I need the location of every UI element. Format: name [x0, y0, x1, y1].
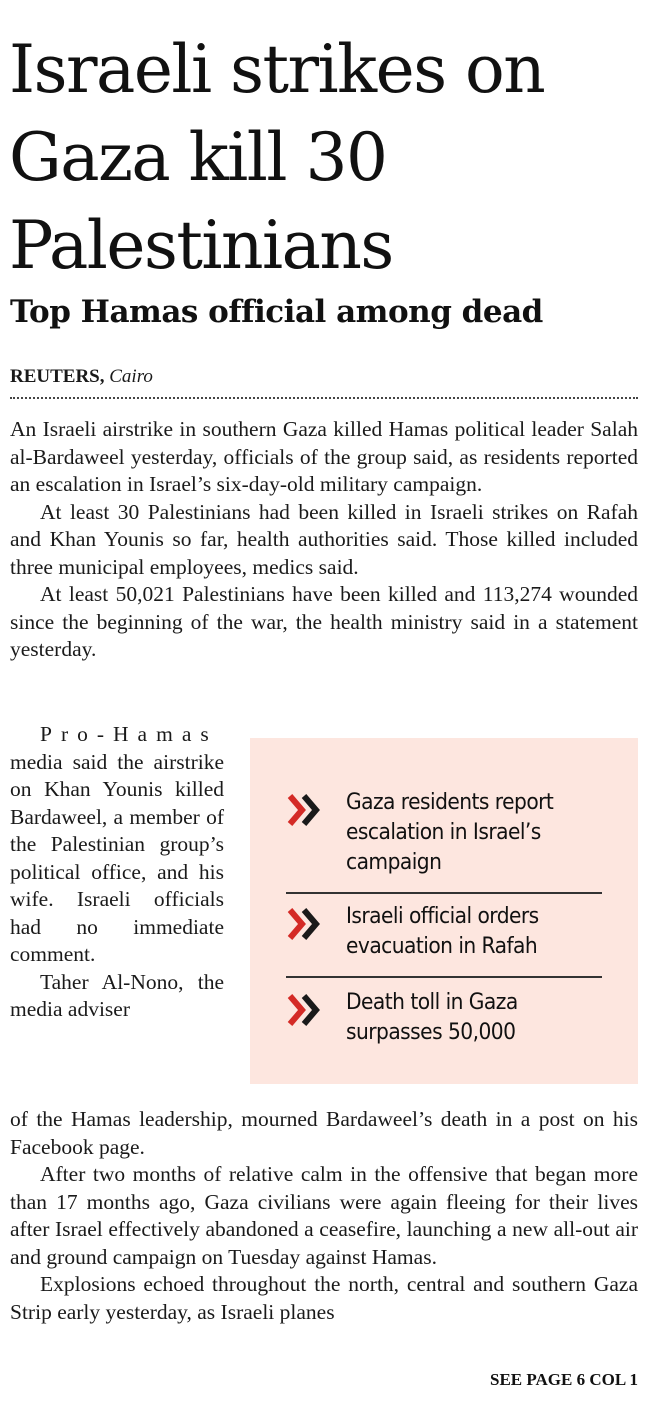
highlight-divider	[286, 976, 602, 978]
double-chevron-icon	[286, 902, 330, 946]
paragraph-2: At least 30 Palestinians had been killed in Israeli strikes on Rafah and Khan Younis so far, health authorities said. Those killed included three municipal employees, medics said.	[10, 499, 638, 579]
dotted-divider	[10, 397, 638, 399]
highlight-item	[286, 902, 602, 962]
byline-agency: REUTERS,	[10, 366, 105, 387]
paragraph-1: An Israeli airstrike in southern Gaza killed Hamas political leader Salah al-Bardaweel yesterday, officials of the group said, as residents reported an escalation in Israel’s six-day-old military campaign.	[10, 417, 638, 496]
subheadline: Top Hamas official among dead	[10, 294, 543, 330]
paragraph-4-start: Pro-Hamas	[40, 722, 218, 746]
paragraph-3: At least 50,021 Palestinians have been killed and 113,274 wounded since the beginning of the war, the health ministry said in a statement yesterday.	[10, 582, 638, 661]
double-chevron-icon	[286, 788, 330, 832]
paragraph-7: Explosions echoed throughout the north, central and southern Gaza Strip early yesterday, as Israeli planes	[10, 1272, 638, 1324]
headline: Israeli strikes on Gaza kill 30 Palestinians	[9, 31, 545, 284]
double-chevron-icon	[286, 988, 330, 1032]
paragraph-5-start: Taher Al-Nono, the media adviser	[10, 969, 224, 1021]
continuation-line: SEE PAGE 6 COL 1	[490, 1370, 638, 1389]
highlight-text: Death toll in Gaza surpasses 50,000	[346, 990, 518, 1045]
paragraph-5-cont: of the Hamas leadership, mourned Bardaweel’s death in a post on his Facebook page.	[10, 1107, 638, 1159]
highlight-item	[286, 788, 602, 878]
paragraph-4-cont: media said the airstrike on Khan Younis killed Bardaweel, a member of the Palestinian group’s political office, and his wife. Israeli officials had no immediate comment.	[10, 749, 224, 966]
byline-city: Cairo	[109, 366, 153, 387]
highlight-text: Gaza residents report escalation in Israel’s campaign	[346, 790, 554, 875]
lower-paragraphs	[10, 1106, 638, 1326]
lead-paragraphs	[10, 416, 638, 664]
highlights-box	[250, 738, 638, 1084]
highlight-divider	[286, 892, 602, 894]
narrow-column	[10, 721, 224, 1024]
highlight-text: Israeli official orders evacuation in Rafah	[346, 904, 539, 959]
byline	[10, 365, 153, 389]
paragraph-6: After two months of relative calm in the offensive that began more than 17 months ago, Gaza civilians were again fleeing for their lives after Israel effectively abandoned a ceasefire, launching a new all-out air and ground campaign on Tuesday against Hamas.	[10, 1162, 638, 1269]
highlight-item	[286, 988, 602, 1048]
